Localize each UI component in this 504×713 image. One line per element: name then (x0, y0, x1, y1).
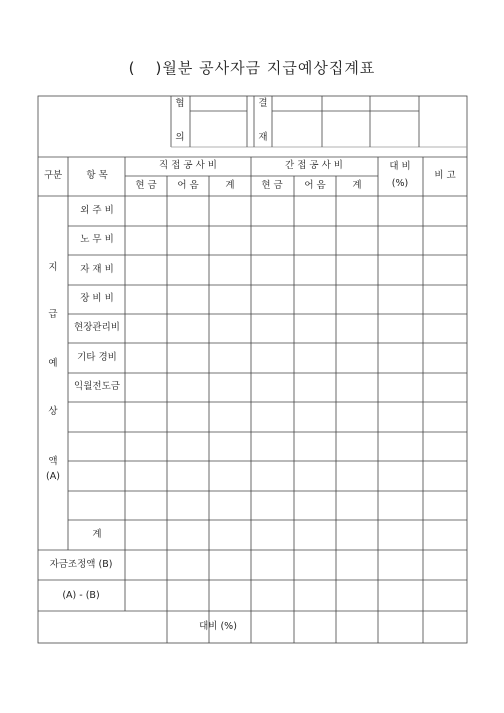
header-category: 구분 (43, 170, 63, 181)
header-cash-direct: 현 금 (135, 180, 157, 191)
header-sum-indirect: 계 (352, 180, 362, 191)
title-open-paren: ( (128, 59, 136, 77)
header-item: 항 목 (86, 170, 108, 181)
approval-gyeol-2: 재 (258, 132, 268, 143)
left-label-char-3: 예 (48, 358, 58, 369)
title-text: 월분 공사자금 지급예상집계표 (162, 59, 376, 77)
item-label: 외 주 비 (80, 205, 114, 216)
header-direct: 직 접 공 사 비 (159, 160, 217, 171)
diff-label: (A) - (B) (62, 590, 100, 601)
ratio-label: 대비 (%) (199, 621, 237, 632)
approval-hyeop-1: 협 (175, 98, 185, 109)
header-ratio-bottom: (%) (391, 178, 409, 189)
header-cash-indirect: 현 금 (261, 180, 283, 191)
item-label: 노 무 비 (80, 234, 114, 245)
left-label-char-1: 지 (48, 262, 58, 273)
item-label: 자 재 비 (80, 264, 114, 275)
header-bill-direct: 어 음 (177, 180, 199, 191)
left-label-char-2: 급 (48, 309, 58, 320)
left-label-char-6: (A) (46, 471, 60, 482)
header-indirect: 간 접 공 사 비 (285, 160, 343, 171)
header-remarks: 비 고 (434, 170, 456, 181)
header-ratio-top: 대 비 (389, 161, 411, 172)
item-label: 기타 경비 (77, 352, 117, 363)
header-bill-indirect: 어 음 (304, 180, 326, 191)
left-label-char-5: 액 (48, 456, 58, 467)
left-label-char-4: 상 (48, 406, 58, 417)
item-label: 장 비 비 (80, 293, 114, 304)
approval-gyeol-1: 결 (258, 98, 268, 109)
title-close-paren: ) (155, 59, 163, 77)
item-label: 익월전도금 (74, 381, 120, 392)
total-label: 계 (92, 529, 102, 540)
item-label: 현장관리비 (74, 322, 120, 333)
adjust-label: 자금조정액 (B) (49, 559, 113, 570)
approval-hyeop-2: 의 (175, 132, 185, 143)
header-sum-direct: 계 (225, 180, 235, 191)
